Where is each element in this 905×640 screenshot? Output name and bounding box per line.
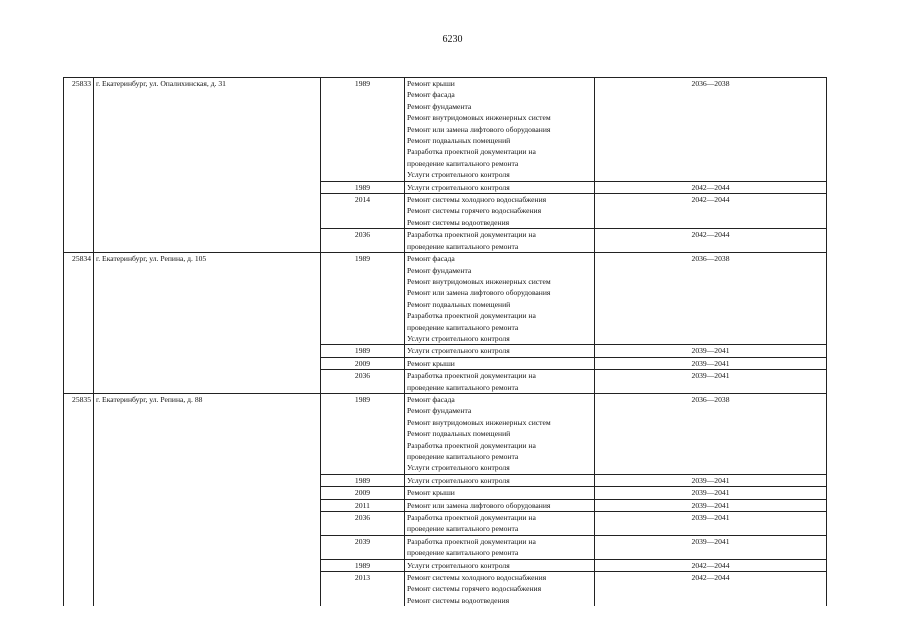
building-id: 25835 bbox=[64, 393, 94, 606]
building-address: г. Екатеринбург, ул. Опалихинская, д. 31 bbox=[94, 78, 321, 253]
works-cell bbox=[405, 559, 595, 571]
work-item: Ремонт крыши bbox=[407, 79, 455, 88]
work-item: проведение капитального ремонта bbox=[407, 452, 519, 461]
work-item: Разработка проектной документации на bbox=[407, 440, 536, 450]
planned-period-cell: 2039—2041 bbox=[595, 535, 827, 559]
year-cell: 1989 bbox=[321, 253, 405, 345]
work-item: Ремонт внутридомовых инженерных систем bbox=[407, 276, 551, 286]
works-cell bbox=[405, 194, 595, 229]
works-cell bbox=[405, 253, 595, 345]
table-row bbox=[64, 393, 827, 474]
works-cell bbox=[405, 393, 595, 474]
work-item: Ремонт крыши bbox=[407, 488, 455, 498]
works-cell bbox=[405, 370, 595, 394]
planned-period-cell: 2039—2041 bbox=[595, 345, 827, 357]
works-cell bbox=[405, 572, 595, 607]
building-id: 25833 bbox=[64, 78, 94, 253]
works-cell bbox=[405, 499, 595, 511]
work-item: Ремонт или замена лифтового оборудования bbox=[407, 124, 551, 134]
page-number: 6230 bbox=[442, 34, 463, 45]
work-item: Услуги строительного контроля bbox=[407, 333, 510, 343]
work-item: Услуги строительного контроля bbox=[407, 170, 510, 180]
planned-period-cell: 2036—2038 bbox=[595, 78, 827, 182]
planned-period-cell: 2039—2041 bbox=[595, 474, 827, 486]
building-address: г. Екатеринбург, ул. Репина, д. 105 bbox=[94, 253, 321, 394]
work-item: Ремонт или замена лифтового оборудования bbox=[407, 500, 551, 510]
works-cell bbox=[405, 345, 595, 357]
work-item: проведение капитального ремонта bbox=[407, 548, 519, 558]
work-item: Ремонт системы водоотведения bbox=[407, 595, 510, 605]
work-item: Ремонт подвальных помещений bbox=[407, 429, 511, 439]
year-cell: 1989 bbox=[321, 559, 405, 571]
works-cell bbox=[405, 78, 595, 182]
table-body bbox=[64, 78, 827, 607]
work-item: проведение капитального ремонта bbox=[407, 241, 519, 251]
work-item: проведение капитального ремонта bbox=[407, 382, 519, 392]
work-item: Ремонт внутридомовых инженерных систем bbox=[407, 113, 551, 123]
work-item: Разработка проектной документации на bbox=[407, 371, 536, 381]
works-cell bbox=[405, 357, 595, 369]
works-cell bbox=[405, 474, 595, 486]
year-cell: 1989 bbox=[321, 393, 405, 474]
work-item: Разработка проектной документации на bbox=[407, 536, 536, 546]
work-item: Ремонт подвальных помещений bbox=[407, 299, 511, 309]
work-item: Услуги строительного контроля bbox=[407, 182, 510, 192]
work-item: Разработка проектной документации на bbox=[407, 311, 536, 321]
work-item: Ремонт фасада bbox=[407, 394, 455, 404]
planned-period-cell: 2039—2041 bbox=[595, 487, 827, 499]
year-cell: 2013 bbox=[321, 572, 405, 607]
year-cell: 2009 bbox=[321, 487, 405, 499]
work-item: Ремонт крыши bbox=[407, 358, 455, 368]
works-cell bbox=[405, 535, 595, 559]
planned-period-cell: 2039—2041 bbox=[595, 499, 827, 511]
year-cell: 2036 bbox=[321, 512, 405, 536]
table-row bbox=[64, 78, 827, 182]
year-cell: 2011 bbox=[321, 499, 405, 511]
work-item: Разработка проектной документации на bbox=[407, 147, 536, 157]
work-item: Ремонт системы холодного водоснабжения bbox=[407, 195, 547, 205]
year-cell: 2036 bbox=[321, 370, 405, 394]
work-item: Ремонт системы горячего водоснабжения bbox=[407, 584, 542, 594]
work-item: Ремонт системы холодного водоснабжения bbox=[407, 573, 547, 583]
works-cell bbox=[405, 512, 595, 536]
planned-period-cell: 2042—2044 bbox=[595, 229, 827, 253]
capital-repair-table bbox=[63, 77, 827, 606]
work-item: Ремонт фасада bbox=[407, 90, 455, 100]
table-row bbox=[64, 253, 827, 345]
work-item: Услуги строительного контроля bbox=[407, 560, 510, 570]
year-cell: 1989 bbox=[321, 474, 405, 486]
year-cell: 1989 bbox=[321, 78, 405, 182]
work-item: Разработка проектной документации на bbox=[407, 513, 536, 523]
work-item: Разработка проектной документации на bbox=[407, 230, 536, 240]
year-cell: 1989 bbox=[321, 181, 405, 193]
work-item: Ремонт системы водоотведения bbox=[407, 217, 510, 227]
work-item: Ремонт фундамента bbox=[407, 101, 472, 111]
work-item: Ремонт фасада bbox=[407, 254, 455, 264]
work-item: Ремонт или замена лифтового оборудования bbox=[407, 288, 551, 298]
work-item: Ремонт фундамента bbox=[407, 265, 472, 275]
planned-period-cell: 2042—2044 bbox=[595, 559, 827, 571]
planned-period-cell: 2042—2044 bbox=[595, 572, 827, 607]
work-item: Услуги строительного контроля bbox=[407, 463, 510, 473]
year-cell: 2039 bbox=[321, 535, 405, 559]
planned-period-cell: 2036—2038 bbox=[595, 393, 827, 474]
building-address: г. Екатеринбург, ул. Репина, д. 88 bbox=[94, 393, 321, 606]
work-item: проведение капитального ремонта bbox=[407, 158, 519, 168]
planned-period-cell: 2036—2038 bbox=[595, 253, 827, 345]
work-item: Услуги строительного контроля bbox=[407, 346, 510, 356]
work-item: Ремонт внутридомовых инженерных систем bbox=[407, 417, 551, 427]
year-cell: 2009 bbox=[321, 357, 405, 369]
planned-period-cell: 2042—2044 bbox=[595, 181, 827, 193]
works-cell bbox=[405, 181, 595, 193]
works-cell bbox=[405, 229, 595, 253]
year-cell: 2014 bbox=[321, 194, 405, 229]
building-id: 25834 bbox=[64, 253, 94, 394]
work-item: Ремонт фундамента bbox=[407, 406, 472, 416]
work-item: Ремонт подвальных помещений bbox=[407, 136, 511, 146]
work-item: проведение капитального ремонта bbox=[407, 322, 519, 332]
planned-period-cell: 2039—2041 bbox=[595, 370, 827, 394]
planned-period-cell: 2039—2041 bbox=[595, 357, 827, 369]
works-cell bbox=[405, 487, 595, 499]
work-item: Ремонт системы горячего водоснабжения bbox=[407, 206, 542, 216]
work-item: Услуги строительного контроля bbox=[407, 475, 510, 485]
work-item: проведение капитального ремонта bbox=[407, 524, 519, 534]
year-cell: 1989 bbox=[321, 345, 405, 357]
planned-period-cell: 2039—2041 bbox=[595, 512, 827, 536]
year-cell: 2036 bbox=[321, 229, 405, 253]
planned-period-cell: 2042—2044 bbox=[595, 194, 827, 229]
